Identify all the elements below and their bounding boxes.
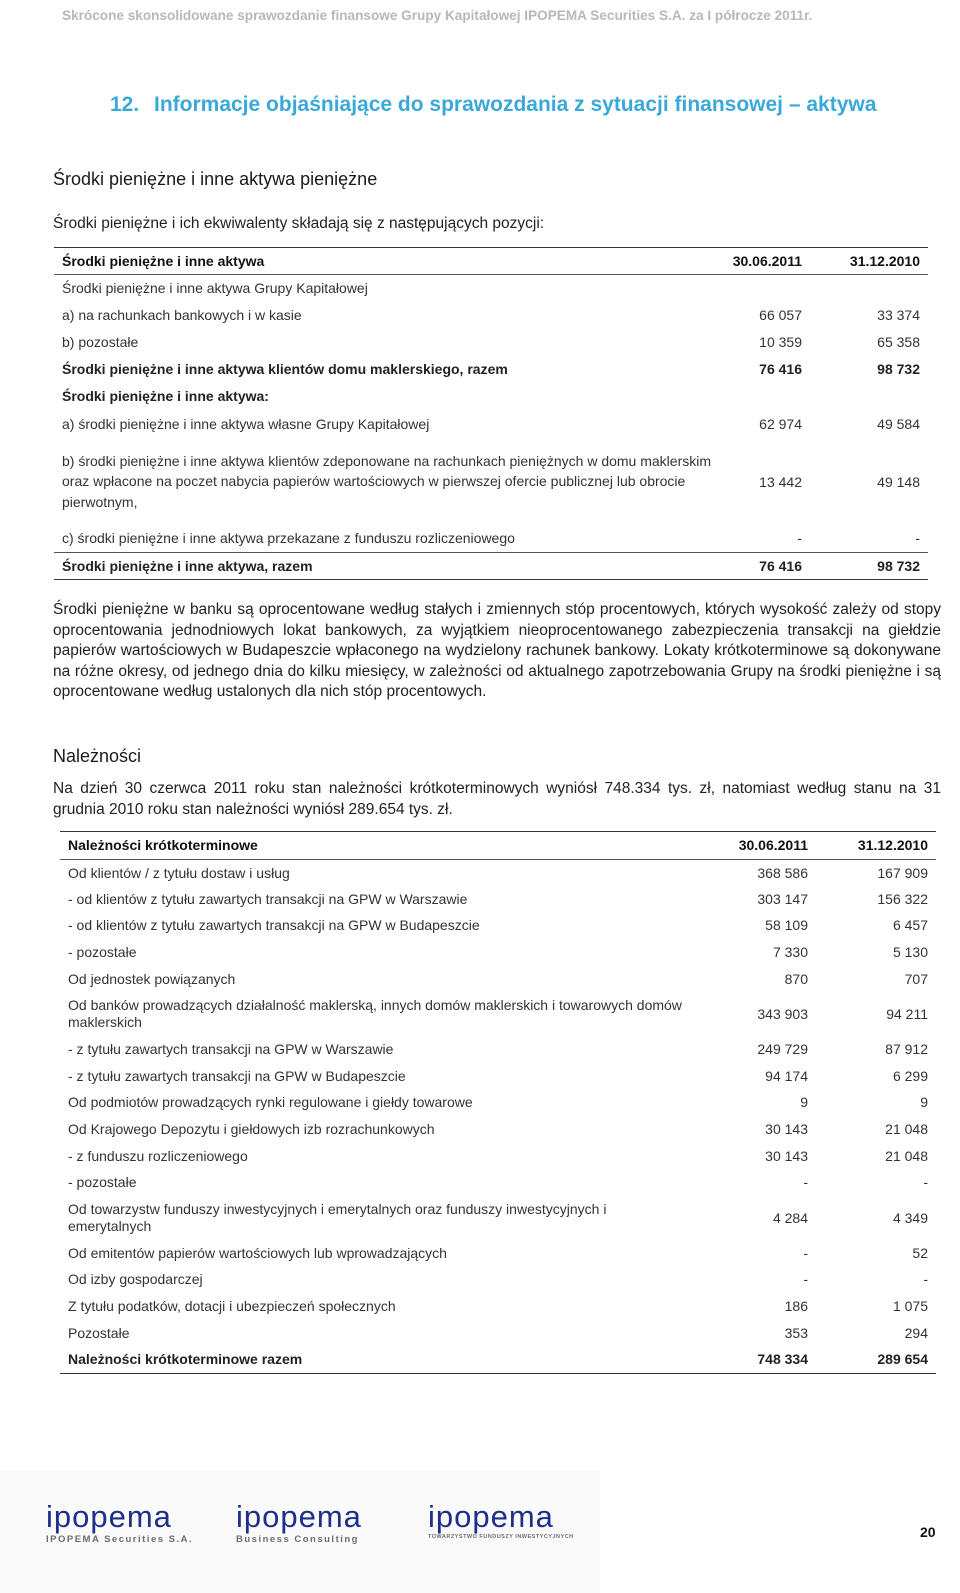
- row-value-2011: 303 147: [757, 890, 808, 907]
- row-value-2010: [810, 383, 928, 410]
- receivables-table: [60, 831, 936, 1374]
- row-value-2011: 76 416: [759, 361, 802, 377]
- row-label: - od klientów z tytułu zawartych transakcji na GPW w Budapeszcie: [68, 917, 480, 934]
- table-row: [54, 439, 928, 525]
- logo-mark: ipopema: [46, 1499, 172, 1534]
- row-value-2010: -: [923, 1271, 928, 1288]
- section-number: 12.: [110, 93, 140, 116]
- row-label: - pozostałe: [68, 1174, 137, 1191]
- cash-paragraph: Środki pieniężne w banku są oprocentowane według stałych i zmiennych stóp procentowych, których wysokość zależy od stopy oprocentowania jednodniowych lokat bankowych, za wyjątkiem nieoprocentowanego zabezpieczenia transakcji na giełdzie papierów wartościowych w Budapeszcie wpłaconego na wydzielony rachunek bankowy. Lokaty krótkoterminowe są dokonywane na różne okresy, od jednego dnia do kilku miesięcy, w zależności od aktualnego zapotrzebowania Grupy na środki pieniężne i są oprocentowane według ustalonych dla nich stóp procentowych.: [53, 601, 941, 700]
- row-value-2010: 94 211: [886, 1005, 928, 1022]
- row-label: a) środki pieniężne i inne aktywa własne Grupy Kapitałowej: [62, 416, 430, 432]
- header-col-2010: 31.12.2010: [849, 253, 920, 269]
- row-label: - z tytułu zawartych transakcji na GPW w Budapeszcie: [68, 1067, 406, 1084]
- row-value-2010: [810, 275, 928, 302]
- header-col-2010: 31.12.2010: [857, 837, 928, 853]
- row-label: b) pozostałe: [62, 334, 139, 350]
- row-label: Od izby gospodarczej: [68, 1271, 203, 1288]
- row-value-2010: 1 075: [892, 1298, 928, 1315]
- row-value-2011: 249 729: [757, 1041, 808, 1058]
- row-label: Pozostałe: [68, 1324, 130, 1341]
- row-value-2010: 167 909: [877, 864, 928, 881]
- row-value-2011: 870: [784, 970, 808, 987]
- table-header-row: [60, 832, 936, 860]
- row-value-2011: 30 143: [765, 1147, 808, 1164]
- row-value-2010: 5 130: [892, 944, 928, 961]
- row-label: Środki pieniężne i inne aktywa Grupy Kapitałowej: [62, 280, 368, 297]
- row-value-2011: -: [803, 1244, 808, 1261]
- row-label: Od podmiotów prowadzących rynki regulowane i giełdy towarowe: [68, 1094, 473, 1111]
- row-value-2010: 65 358: [877, 334, 920, 350]
- logo-subtitle: TOWARZYSTWO FUNDUSZY INWESTYCYJNYCH: [428, 1534, 574, 1540]
- cash-lead: Środki pieniężne i ich ekwiwalenty składają się z następujących pozycji:: [53, 215, 545, 232]
- row-value-2010: 98 732: [877, 361, 920, 377]
- ipopema-securities-logo: [46, 1500, 193, 1545]
- row-value-2010: 9: [920, 1094, 928, 1111]
- row-label: - od klientów z tytułu zawartych transakcji na GPW w Warszawie: [68, 890, 468, 907]
- table-row: [54, 525, 928, 553]
- header-col-2011: 30.06.2011: [732, 253, 802, 269]
- table-row: [54, 275, 928, 302]
- table-total-row: [60, 1346, 936, 1373]
- table-row: [60, 1116, 936, 1143]
- row-value-2010: 6 457: [892, 917, 928, 934]
- row-value-2010: 52: [912, 1244, 928, 1261]
- row-label: - z funduszu rozliczeniowego: [68, 1147, 248, 1164]
- row-value-2010: 156 322: [877, 890, 928, 907]
- row-value-2010: 98 732: [877, 558, 920, 574]
- row-value-2010: 49 584: [877, 416, 920, 432]
- table-row: [60, 1267, 936, 1294]
- row-value-2011: 10 359: [759, 334, 802, 350]
- row-value-2011: [724, 275, 810, 302]
- table-row: [60, 1090, 936, 1117]
- row-value-2011: -: [803, 1174, 808, 1191]
- table-row: [60, 992, 936, 1036]
- logo-subtitle: Business Consulting: [236, 1534, 359, 1545]
- row-value-2011: 94 174: [765, 1067, 808, 1084]
- row-label: Należności krótkoterminowe razem: [68, 1351, 303, 1368]
- row-value-2011: -: [803, 1271, 808, 1288]
- table-row: [60, 1143, 936, 1170]
- row-value-2011: -: [797, 530, 802, 547]
- section-title-text: Informacje objaśniające do sprawozdania z sytuacji finansowej – aktywa: [154, 93, 877, 116]
- row-label: c) środki pieniężne i inne aktywa przekazane z funduszu rozliczeniowego: [62, 530, 515, 547]
- row-value-2011: 4 284: [772, 1209, 808, 1226]
- row-label: a) na rachunkach bankowych i w kasie: [62, 307, 302, 323]
- cash-table: [54, 247, 928, 580]
- receivables-heading: Należności: [53, 746, 142, 766]
- table-row: [60, 860, 936, 887]
- row-value-2011: 353: [784, 1324, 808, 1341]
- table-row: [60, 939, 936, 966]
- row-value-2010: -: [915, 530, 920, 547]
- table-row: [60, 1240, 936, 1267]
- table-row: [54, 383, 928, 410]
- row-value-2011: 9: [800, 1094, 808, 1111]
- row-label: - pozostałe: [68, 944, 137, 961]
- row-value-2010: 21 048: [885, 1121, 928, 1138]
- row-value-2011: 13 442: [759, 473, 802, 490]
- row-value-2010: 294: [904, 1324, 928, 1341]
- row-value-2011: 343 903: [757, 1005, 808, 1022]
- table-row: [60, 966, 936, 993]
- row-label: Od banków prowadzących działalność maklerską, innych domów maklerskich i towarowych domów maklerskich: [68, 997, 682, 1031]
- row-label: Z tytułu podatków, dotacji i ubezpieczeń społecznych: [68, 1298, 396, 1315]
- row-value-2011: 62 974: [759, 416, 802, 432]
- row-label: Środki pieniężne i inne aktywa, razem: [62, 558, 313, 574]
- row-value-2011: 368 586: [757, 864, 808, 881]
- row-value-2010: 87 912: [885, 1041, 928, 1058]
- row-value-2011: 748 334: [757, 1351, 808, 1368]
- row-value-2011: 30 143: [765, 1121, 808, 1138]
- table-row: [54, 410, 928, 439]
- row-value-2010: 33 374: [877, 307, 920, 323]
- row-label: Od towarzystw funduszy inwestycyjnych i emerytalnych oraz funduszy inwestycyjnych i emerytalnych: [68, 1201, 607, 1235]
- logo-subtitle: IPOPEMA Securities S.A.: [46, 1534, 194, 1545]
- logo-mark: ipopema: [236, 1499, 362, 1534]
- row-value-2011: 186: [784, 1298, 808, 1315]
- header-label: Środki pieniężne i inne aktywa: [62, 253, 265, 269]
- ipopema-tfi-logo: [428, 1500, 574, 1540]
- row-value-2011: 76 416: [759, 558, 802, 574]
- table-row: [60, 1063, 936, 1090]
- row-value-2010: 289 654: [877, 1351, 928, 1368]
- row-value-2010: 6 299: [892, 1067, 928, 1084]
- table-row: [60, 1293, 936, 1320]
- table-total-row: [54, 553, 928, 580]
- header-label: Należności krótkoterminowe: [68, 837, 258, 853]
- row-label: Środki pieniężne i inne aktywa:: [62, 388, 269, 404]
- row-value-2010: 21 048: [885, 1147, 928, 1164]
- table-header-row: [54, 248, 928, 275]
- row-label: b) środki pieniężne i inne aktywa klientów zdeponowane na rachunkach pieniężnych w domu maklerskim oraz wpłacone na poczet nabycia papierów wartościowych w pierwszej ofercie publicznej lub obrocie pierwotnym,: [62, 452, 712, 510]
- table-row: [60, 886, 936, 913]
- table-row: [60, 1036, 936, 1063]
- cash-heading: Środki pieniężne i inne aktywa pieniężne: [53, 169, 378, 189]
- row-label: - z tytułu zawartych transakcji na GPW w Warszawie: [68, 1041, 394, 1058]
- ipopema-business-consulting-logo: [236, 1500, 362, 1545]
- table-row: [60, 1196, 936, 1240]
- document-header: Skrócone skonsolidowane sprawozdanie finansowe Grupy Kapitałowej IPOPEMA Securities S.A. za I półrocze 2011r.: [62, 8, 813, 23]
- receivables-paragraph: Na dzień 30 czerwca 2011 roku stan należności krótkoterminowych wyniósł 748.334 tys. zł, natomiast według stanu na 31 grudnia 2010 roku stan należności wyniósł 289.654 tys. zł.: [53, 780, 941, 818]
- row-value-2010: 49 148: [877, 473, 920, 490]
- table-row: [60, 1169, 936, 1196]
- row-label: Od klientów / z tytułu dostaw i usług: [68, 864, 290, 881]
- logo-mark: ipopema: [428, 1499, 554, 1534]
- row-value-2010: 707: [904, 970, 928, 987]
- table-row: [54, 356, 928, 383]
- row-label: Od jednostek powiązanych: [68, 970, 236, 987]
- row-label: Od emitentów papierów wartościowych lub wprowadzających: [68, 1244, 447, 1261]
- header-col-2011: 30.06.2011: [738, 837, 808, 853]
- table-row: [54, 329, 928, 356]
- row-value-2011: [724, 383, 810, 410]
- row-value-2011: 66 057: [759, 307, 802, 323]
- row-label: Środki pieniężne i inne aktywa klientów domu maklerskiego, razem: [62, 361, 508, 377]
- table-row: [54, 302, 928, 329]
- row-value-2010: 4 349: [892, 1209, 928, 1226]
- row-value-2010: -: [923, 1174, 928, 1191]
- table-row: [60, 913, 936, 940]
- page-number: 20: [920, 1524, 936, 1540]
- row-label: Od Krajowego Depozytu i giełdowych izb rozrachunkowych: [68, 1121, 435, 1138]
- table-row: [60, 1320, 936, 1347]
- row-value-2011: 7 330: [772, 944, 808, 961]
- row-value-2011: 58 109: [765, 917, 808, 934]
